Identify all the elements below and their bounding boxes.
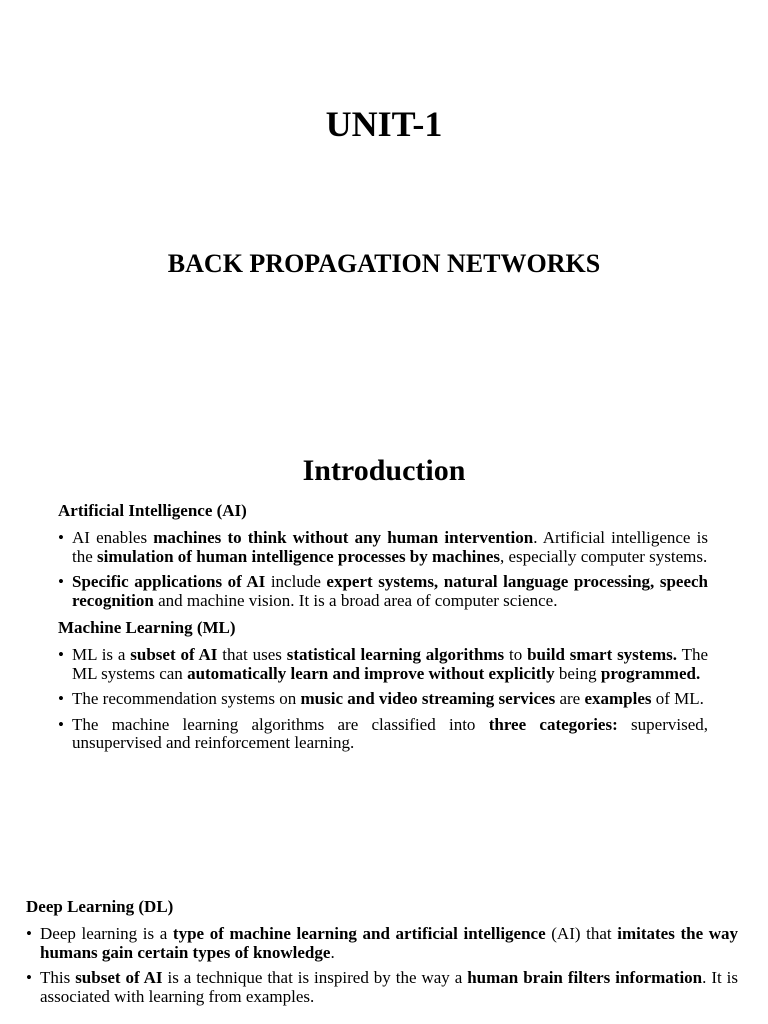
bullet-text: This	[40, 968, 76, 987]
bullet-item	[26, 925, 738, 962]
bullet-dot-icon: •	[58, 572, 64, 591]
bullet-text: ML is a	[72, 645, 131, 664]
bullet-list-ml	[58, 646, 708, 753]
intro-sections	[58, 500, 708, 760]
bullet-dot-icon: •	[58, 645, 64, 664]
bullet-text-bold: type of machine learning and artificial intelligence	[172, 924, 546, 943]
bullet-text: and machine vision. It is a broad area of computer science.	[153, 590, 558, 610]
bullet-dot-icon: •	[26, 968, 32, 987]
bullet-item	[58, 690, 708, 709]
bullet-text: being	[554, 663, 601, 683]
section-ml	[58, 617, 708, 753]
bullet-text: The ML systems can	[72, 645, 708, 683]
section-dl	[26, 896, 738, 1013]
bullet-text: Deep learning is a	[40, 924, 173, 943]
bullet-text-bold: expert systems, natural language processing, speech recognition	[72, 572, 709, 610]
bullet-list-ai	[58, 529, 708, 610]
bullet-text-bold: build smart systems.	[527, 645, 678, 664]
bullet-item	[58, 573, 708, 610]
bullet-text: are	[555, 689, 585, 708]
bullet-text: , especially computer systems.	[500, 546, 708, 566]
bullet-item	[58, 716, 708, 753]
bullet-text-bold: Specific applications of AI	[72, 572, 266, 591]
bullet-text-bold: music and video streaming services	[300, 689, 556, 708]
bullet-dot-icon: •	[58, 689, 64, 708]
section-heading-ai: Artificial Intelligence (AI)	[58, 501, 247, 520]
section-ai	[58, 500, 708, 610]
bullet-text: .	[330, 942, 335, 962]
bullet-text: supervised, unsupervised and reinforcement learning.	[72, 714, 708, 752]
bullet-item	[58, 646, 708, 683]
bullet-text: The recommendation systems on	[72, 689, 301, 708]
bullet-text: . Artificial intelligence is the	[72, 528, 708, 566]
bullet-text: The machine learning algorithms are classified into	[72, 714, 489, 734]
section-heading-ml: Machine Learning (ML)	[58, 618, 236, 637]
bullet-text: (AI) that	[545, 924, 618, 943]
bullet-text: AI enables	[72, 528, 154, 547]
bullet-text-bold: subset of AI	[75, 968, 163, 987]
bullet-item	[58, 529, 708, 566]
bullet-dot-icon: •	[58, 528, 64, 547]
bullet-text-bold: programmed.	[600, 663, 701, 683]
bullet-dot-icon: •	[26, 924, 32, 943]
bullet-text: that uses	[217, 645, 287, 664]
bullet-text-bold: imitates the way humans gain certain types of knowledge	[40, 924, 739, 962]
bullet-text-bold: machines to think without any human intervention	[153, 528, 534, 547]
bullet-text-bold: three categories:	[488, 714, 618, 734]
page-title: UNIT-1	[325, 104, 443, 144]
section-heading-dl: Deep Learning (DL)	[26, 897, 174, 916]
bullet-text: to	[504, 645, 528, 664]
page-subtitle: BACK PROPAGATION NETWORKS	[167, 249, 601, 278]
bullet-text-bold: subset of AI	[130, 645, 218, 664]
bullet-text: of ML.	[651, 689, 704, 708]
bullet-list-dl	[26, 925, 738, 1006]
introduction-heading: Introduction	[302, 454, 466, 487]
bullet-text: is a technique that is inspired by the way a	[162, 968, 468, 987]
bullet-text: . It is associated with learning from examples.	[40, 968, 739, 1006]
bullet-text: include	[265, 572, 327, 591]
bullet-text-bold: simulation of human intelligence processes by machines	[97, 546, 501, 566]
bullet-text-bold: statistical learning algorithms	[286, 645, 505, 664]
bullet-dot-icon: •	[58, 714, 64, 734]
bullet-text-bold: human brain filters information	[467, 968, 703, 987]
bullet-text-bold: examples	[584, 689, 652, 708]
bullet-item	[26, 969, 738, 1006]
bullet-text-bold: automatically learn and improve without explicitly	[187, 663, 555, 683]
